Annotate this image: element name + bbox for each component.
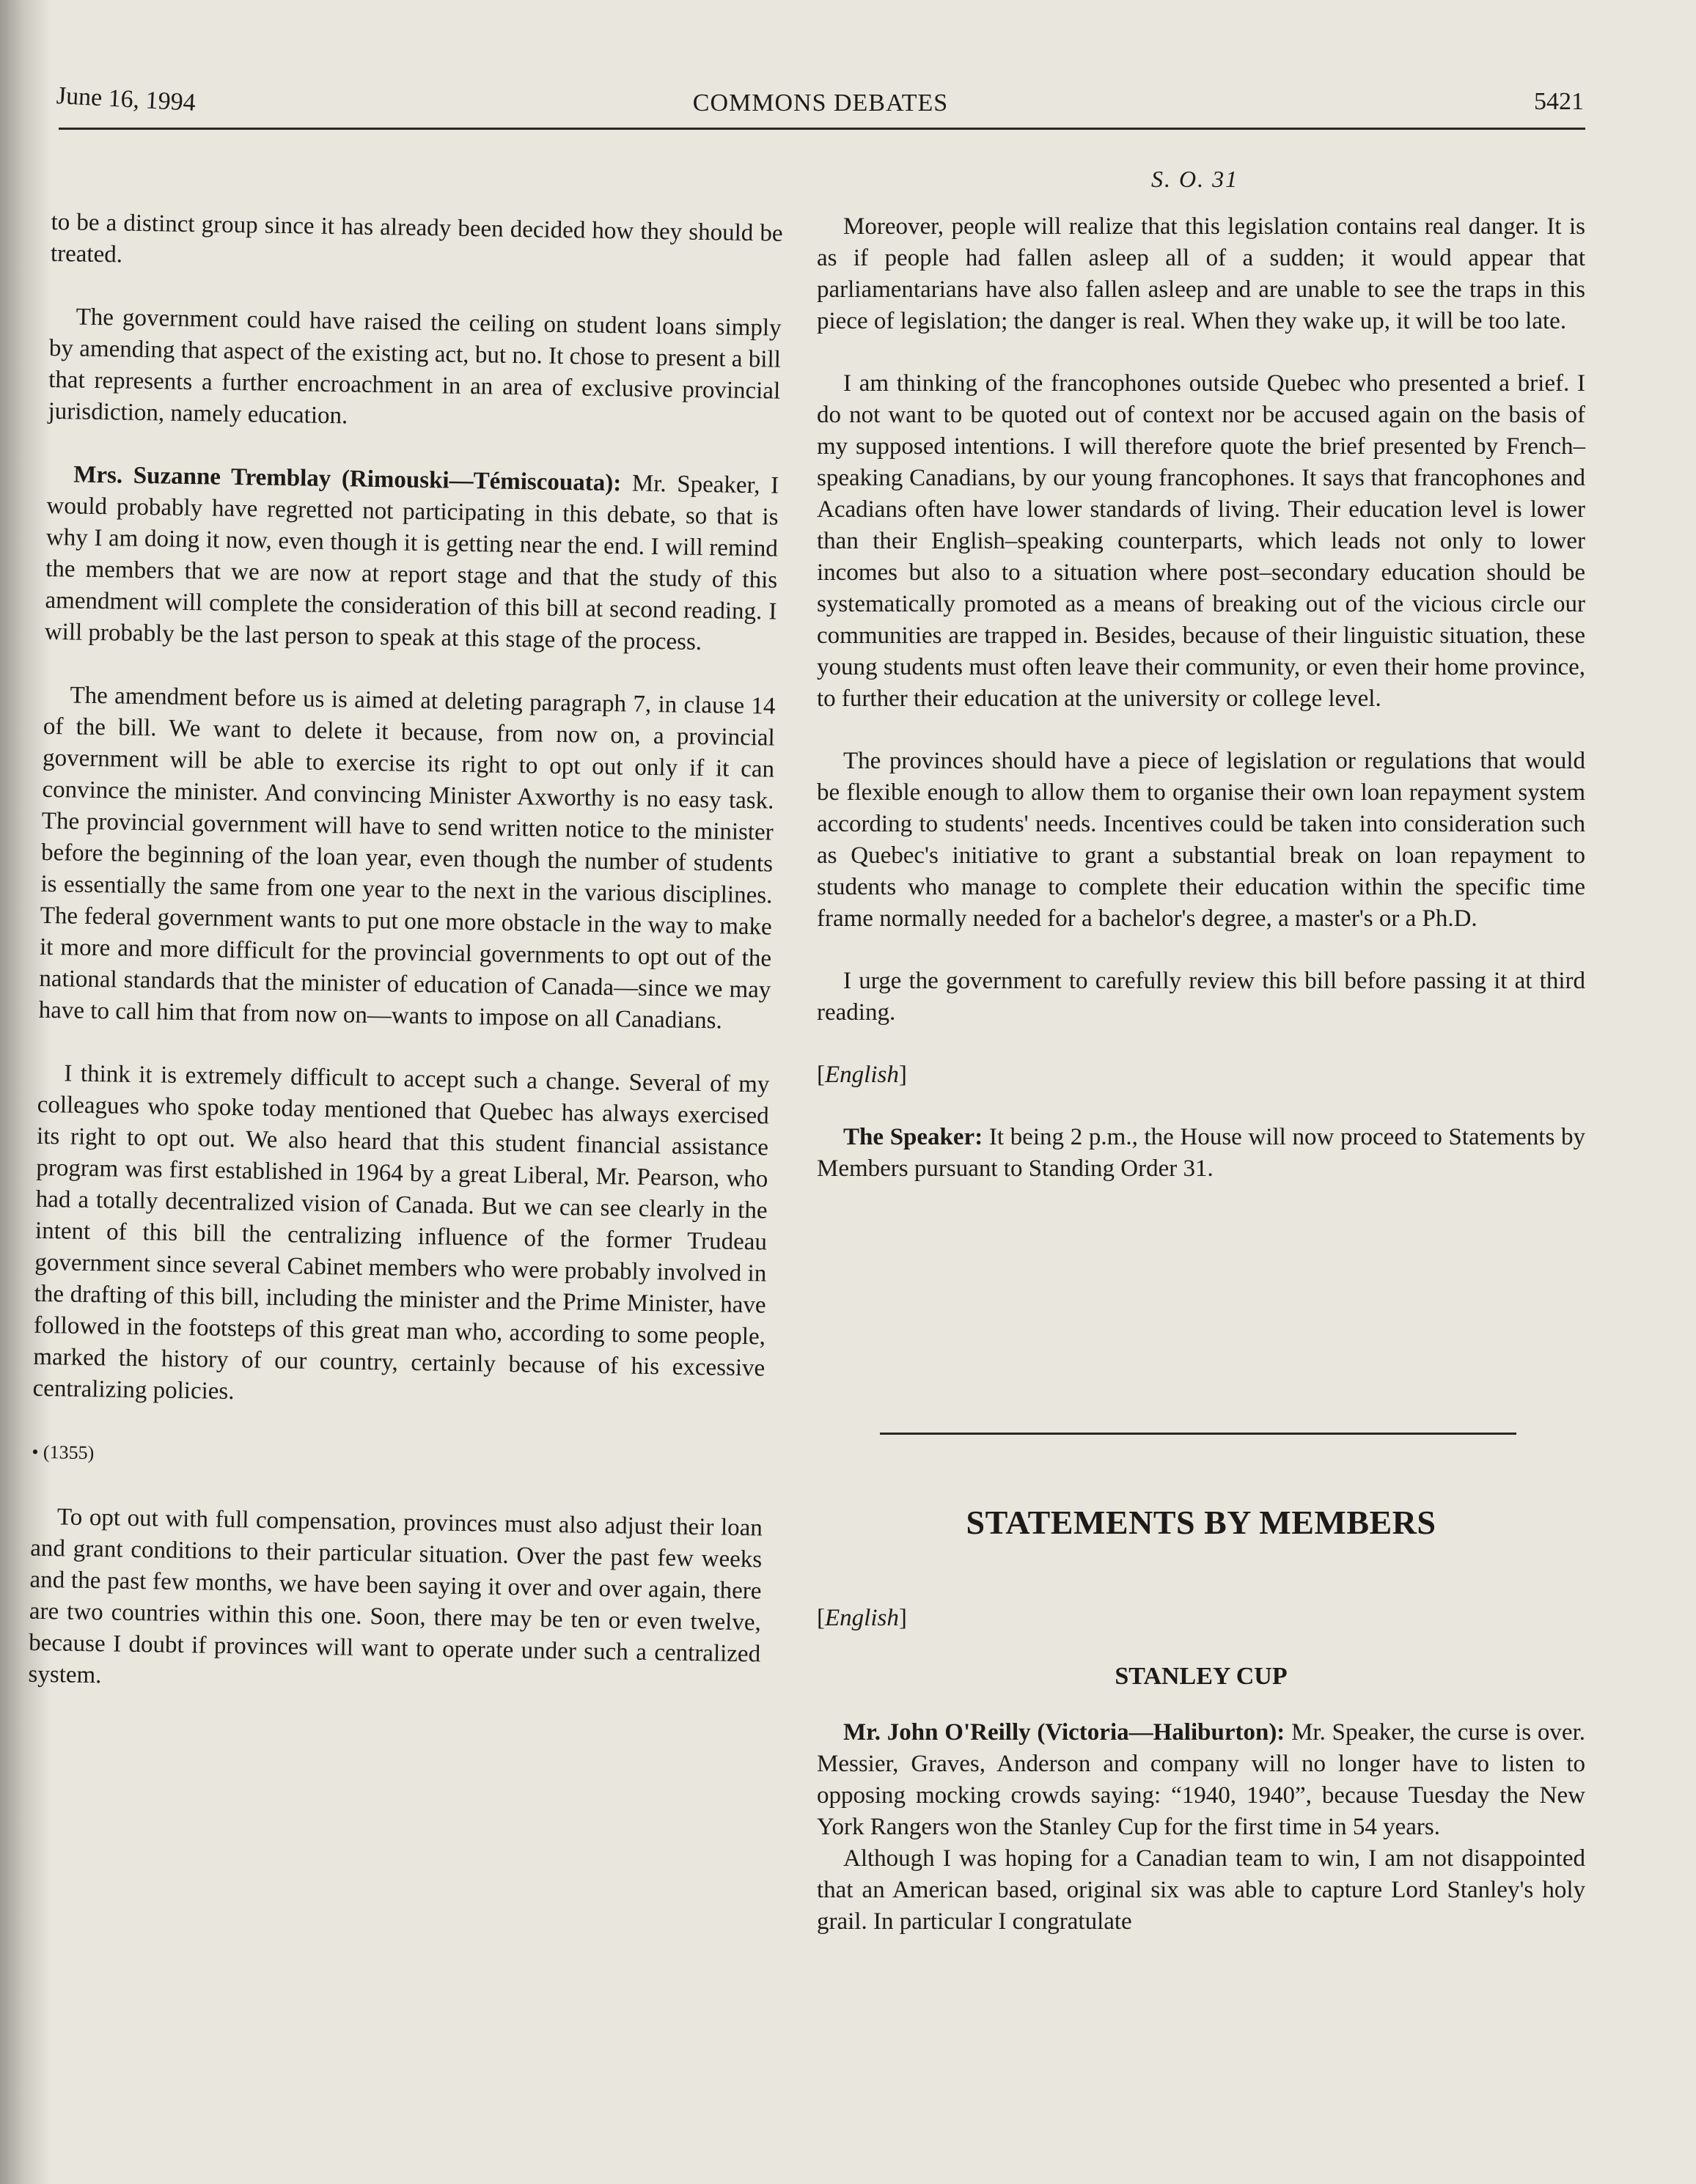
speech-text: It being 2 p.m., the House will now proceed to Statements by Members pursuant to Standing Order 31.: [817, 1124, 1585, 1182]
language-marker: [817, 1603, 1585, 1634]
paragraph: To opt out with full compensation, provinces must also adjust their loan and grant conditions to their particular situation. Over the past few weeks and the past few months, we have been saying it over and over again, there are two countries within this one. Soon, there may be ten or even twelve, because I doubt if provinces will want to operate under such a centralized system.: [28, 1504, 763, 1689]
speech-text: Mr. Speaker, the curse is over. Messier, Graves, Anderson and company will no longer have to listen to opposing mocking crowds saying: “1940, 1940”, because Tuesday the New York Rangers won the Stanley Cup for the first time in 54 years.: [817, 1719, 1585, 1840]
speaker-name: The Speaker:: [843, 1124, 983, 1150]
paragraph: Although I was hoping for a Canadian team to win, I am not disappointed that an American based, original six was able to capture Lord Stanley's holy grail. In particular I congratulate: [817, 1845, 1585, 1935]
language-marker-text: English: [825, 1062, 899, 1088]
paragraph: The government could have raised the ceiling on student loans simply by amending that aspect of the existing act, but no. It chose to present a bill that represents a further encroachment in an area of exclusive provincial jurisdiction, namely education.: [48, 304, 782, 430]
paragraph: Moreover, people will realize that this legislation contains real danger. It is as if people had fallen asleep all of a sudden; it would appear that parliamentarians have also fallen asleep and are unable to see the traps in this piece of legislation; the danger is real. When they wake up, it will be too late.: [817, 213, 1585, 334]
paragraph: The amendment before us is aimed at deleting paragraph 7, in clause 14 of the bill. We want to delete it because, from now on, a provincial government will be able to exercise its right to opt out only if it can convince the minister. And convincing Minister Axworthy is no easy task. The provincial government will have to send written notice to the minister before the beginning of the loan year, even though the number of students is essentially the same from one year to the next in the various disciplines. The federal government wants to put one more obstacle in the way to make it more and more difficult for the provincial governments to opt out of the national standards that the minister of education of Canada—since we may have to call him that from now on—wants to impose on all Canadians.: [38, 682, 776, 1034]
speech-text: Mr. Speaker, I would probably have regretted not participating in this debate, so that is why I am doing it now, even though it is getting near the end. I will remind the members that we are now at report stage and that the study of this amendment will complete the consideration of this bill at second reading. I will probably be the last person to speak at this stage of the process.: [44, 470, 779, 656]
speech-paragraph: [45, 459, 779, 660]
header-title: COMMONS DEBATES: [692, 89, 949, 117]
speaker-name: Mr. John O'Reilly (Victoria—Haliburton):: [843, 1719, 1285, 1746]
section-divider: [880, 1433, 1516, 1435]
right-column: [817, 211, 1585, 1216]
header-rule: [59, 128, 1585, 130]
language-marker-text: English: [825, 1605, 899, 1631]
left-column: [28, 207, 783, 1722]
header-page-number: 5421: [1534, 88, 1584, 115]
speech-paragraph: [817, 1717, 1585, 1843]
language-marker: [817, 1059, 1585, 1091]
paragraph: to be a distinct group since it has already been decided how they should be treated.: [50, 208, 783, 268]
section-title: STATEMENTS BY MEMBERS: [966, 1504, 1436, 1541]
timestamp: • (1355): [32, 1441, 95, 1464]
right-column-lower: [817, 1603, 1585, 1938]
subheading: STANLEY CUP: [1115, 1663, 1288, 1690]
paragraph: The provinces should have a piece of legislation or regulations that would be flexible enough to allow them to organise their own loan repayment system according to students' needs. Incentives could be taken into consideration such as Quebec's initiative to grant a substantial break on loan repayment to students who manage to complete their education within the specific time frame normally needed for a bachelor's degree, a master's or a Ph.D.: [817, 748, 1585, 932]
paragraph: I think it is extremely difficult to accept such a change. Several of my colleagues who spoke today mentioned that Quebec has always exercised its right to opt out. We also heard that this student financial assistance program was first established in 1964 by a great Liberal, Mr. Pearson, who had a totally decentralized vision of Canada. But we can see clearly in the intent of this bill the centralizing influence of the former Trudeau government since several Cabinet members who were probably involved in the drafting of this bill, including the minister and the Prime Minister, have followed in the footsteps of this great man who, according to some people, marked the history of our country, certainly because of his excessive centralizing policies.: [32, 1060, 770, 1405]
page-header: [57, 73, 1584, 132]
paragraph: I am thinking of the francophones outside Quebec who presented a brief. I do not want to be quoted out of context nor be accused again on the basis of my supposed intentions. I will therefore quote the brief presented by French–speaking Canadians, by our young francophones. It says that francophones and Acadians often have lower standards of living. Their education level is lower than their English–speaking counterparts, which leads not only to lower incomes but also to a situation where post–secondary education should be systematically promoted as a means of breaking out of the vicious circle our communities are trapped in. Besides, because of their linguistic situation, these young students must often leave their community, or even their home province, to further their education at the university or college level.: [817, 370, 1585, 712]
column-heading: S. O. 31: [1151, 166, 1239, 192]
paragraph: I urge the government to carefully review this bill before passing it at third reading.: [817, 968, 1585, 1026]
left-column-text: [28, 207, 783, 1702]
speech-paragraph: [817, 1122, 1585, 1185]
speaker-name: Mrs. Suzanne Tremblay (Rimouski—Témiscouata):: [73, 461, 622, 497]
header-date: June 16, 1994: [56, 82, 197, 117]
